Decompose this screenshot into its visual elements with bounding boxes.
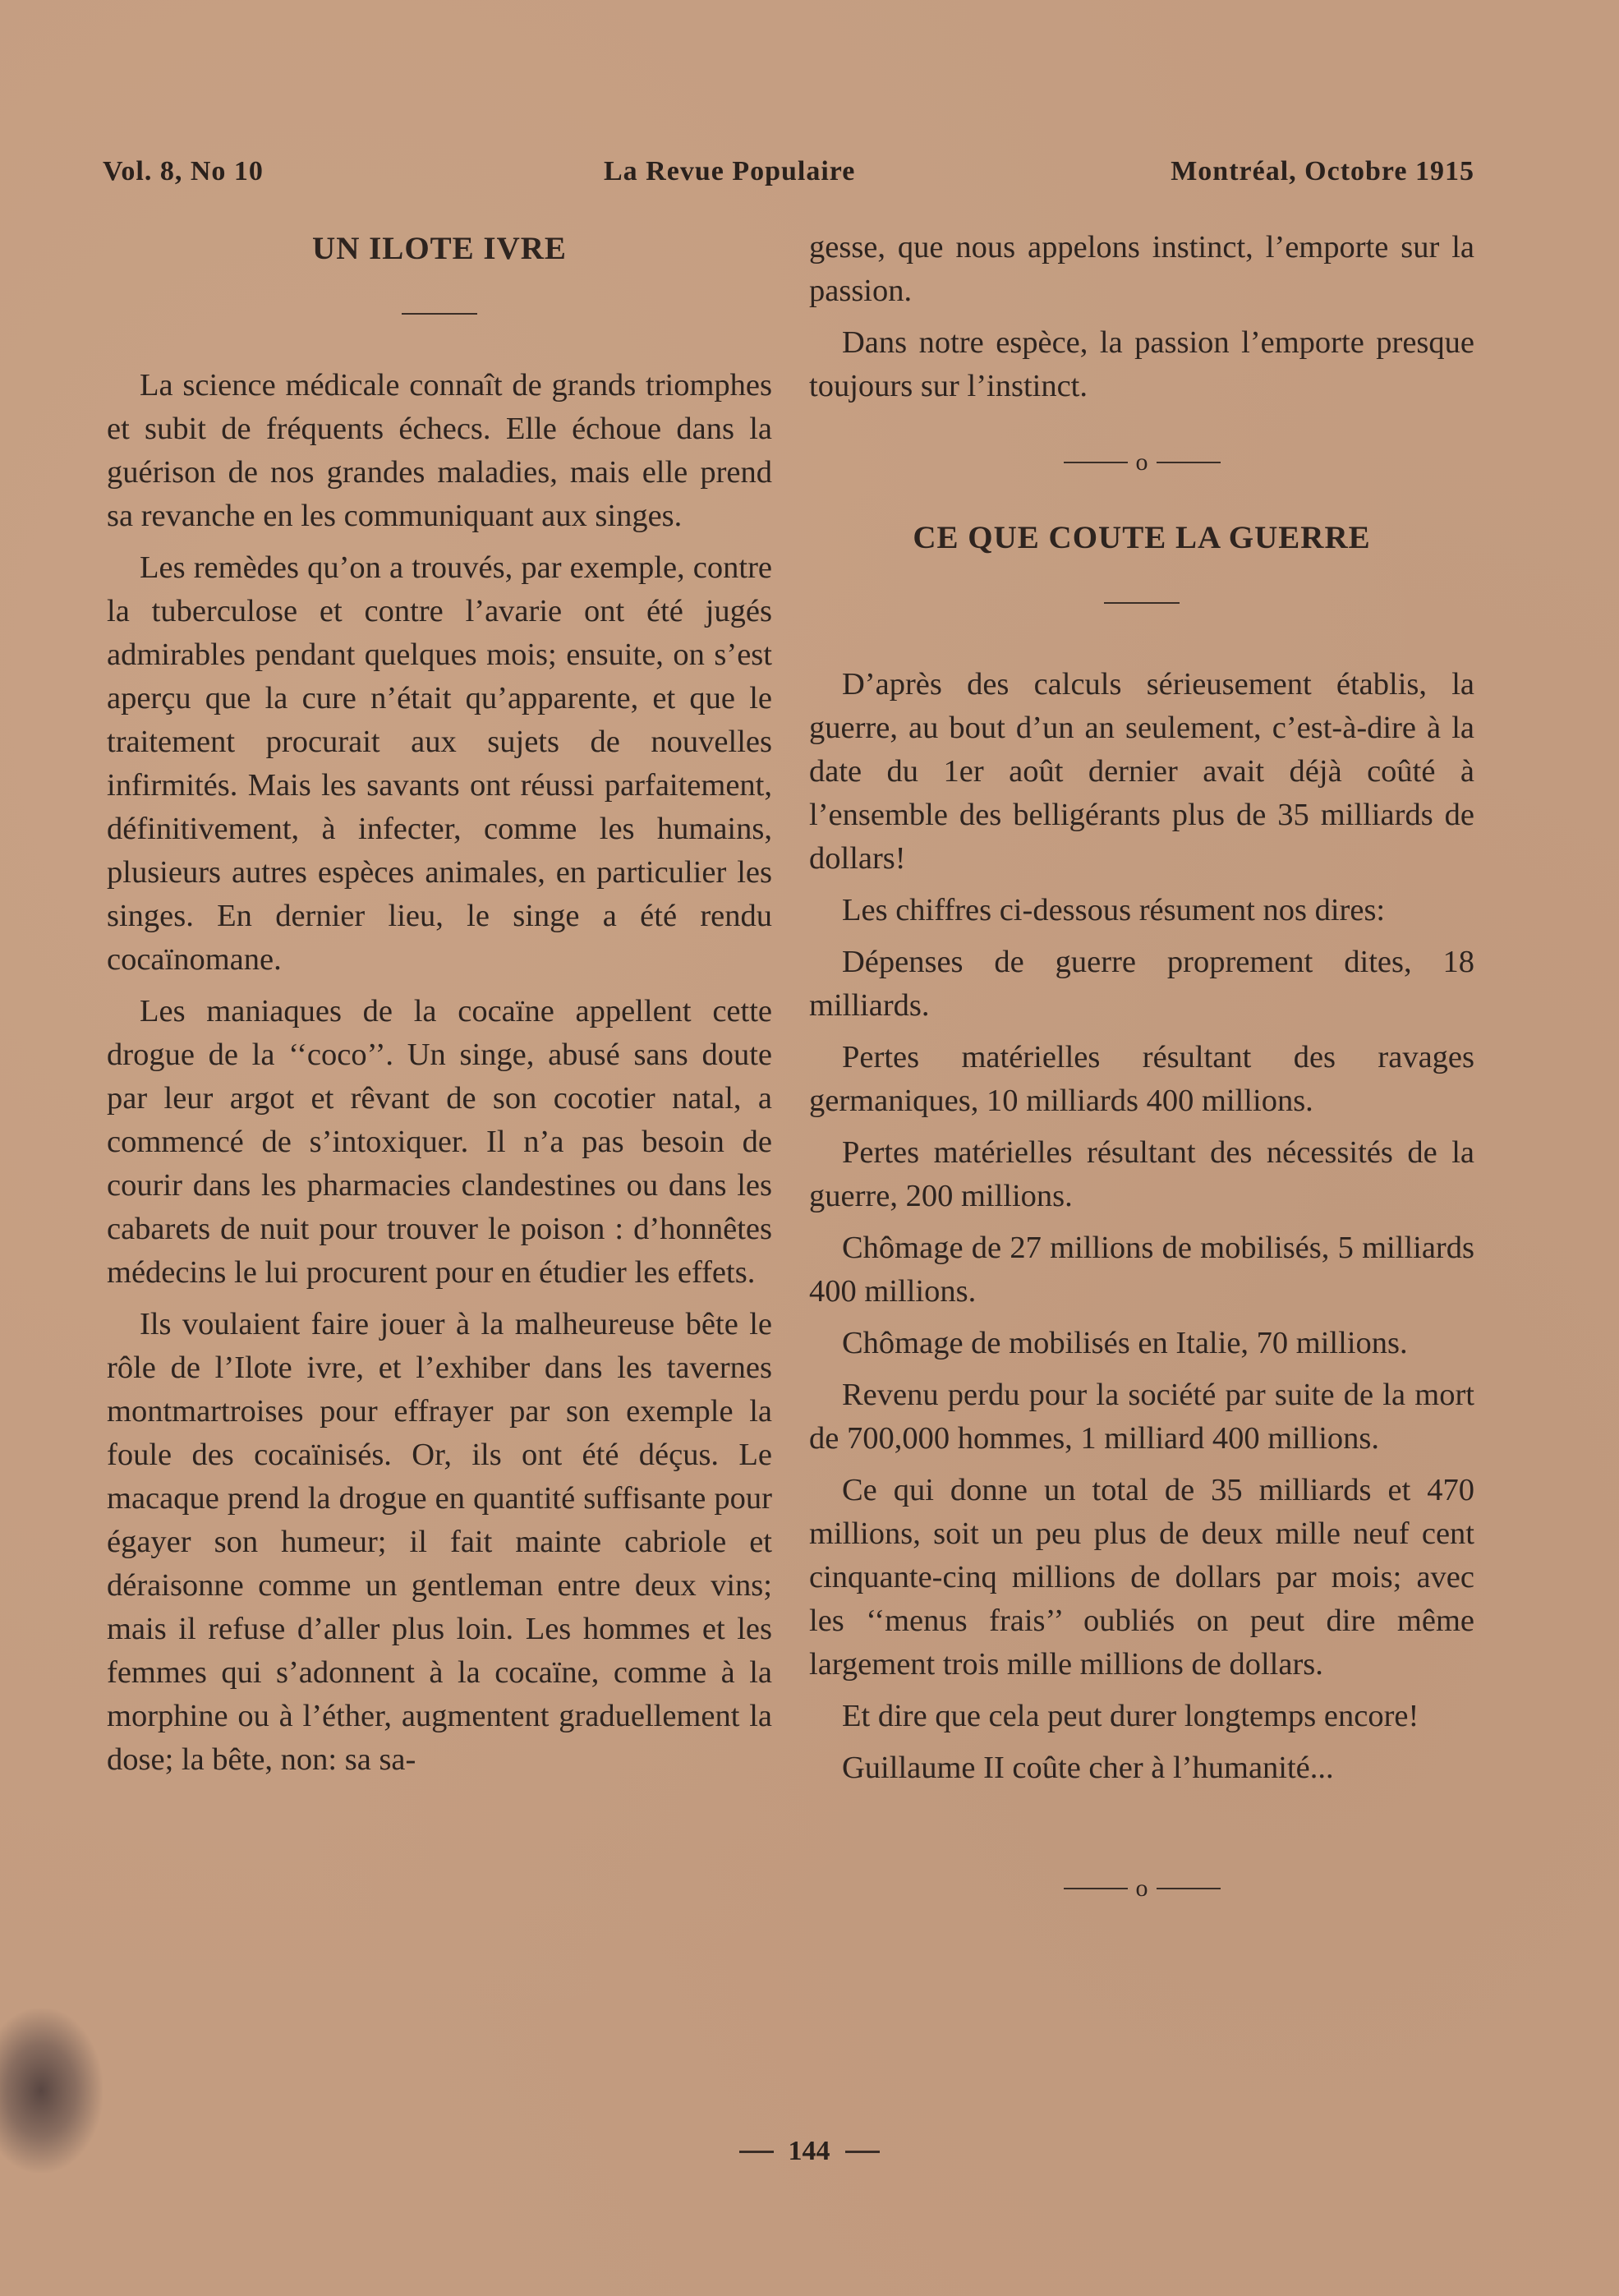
paragraph-continuation: gesse, que nous appelons instinct, l’emporte sur la passion. [809,230,1474,308]
page-number: 144 [702,2136,916,2167]
paragraph: Les remèdes qu’on a trouvés, par exemple, contre la tuberculose et contre l’avarie ont été jugés admirables pendant quelques mois; ensuite, on s’est aperçu que la cure n’était qu’apparente, et que le traitement procurait aux sujets de nouvelles infirmités. Mais les savants ont réussi parfaitement, définitivement, à infecter, comme les humains, plusieurs autres espèces animales, en particulier les singes. En dernier lieu, le singe a été rendu cocaïnomane. [107,550,772,977]
page-stain [0,2008,103,2173]
running-header [103,156,1474,197]
paragraph: D’après des calculs sérieusement établis, la guerre, au bout d’un an seulement, c’est-à-dire à la date du 1er août dernier avait déjà coûté à l’ensemble des belligérants plus de 35 milliards de dollars! [809,667,1474,876]
paragraph: Revenu perdu pour la société par suite de la mort de 700,000 hommes, 1 milliard 400 millions. [809,1378,1474,1456]
paragraph: Et dire que cela peut durer longtemps encore! [842,1699,1419,1733]
paragraph: Pertes matérielles résultant des nécessités de la guerre, 200 millions. [809,1135,1474,1213]
article-title-ilote: UN ILOTE IVRE [312,231,567,266]
header-place-date: Montréal, Octobre 1915 [1171,156,1474,186]
paragraph: Chômage de 27 millions de mobilisés, 5 milliards 400 millions. [809,1231,1474,1309]
paragraph: Pertes matérielles résultant des ravages germaniques, 10 milliards 400 millions. [809,1040,1474,1118]
paragraph: La science médicale connaît de grands triomphes et subit de fréquents échecs. Elle échoue dans la guérison de nos grandes maladies, mais elle prend sa revanche en les communiquant aux singes. [107,368,772,533]
paragraph: Chômage de mobilisés en Italie, 70 millions. [842,1326,1408,1360]
right-column [809,226,1474,1905]
section-separator: o [809,446,1474,479]
end-separator: o [809,1872,1474,1905]
paragraph: Dans notre espèce, la passion l’emporte presque toujours sur l’instinct. [809,325,1474,403]
paragraph: Ils voulaient faire jouer à la malheureuse bête le rôle de l’Ilote ivre, et l’exhiber dans les tavernes montmartroises pour effrayer par son exemple la foule des cocaïnisés. Or, ils ont été déçus. Le macaque prend la drogue en quantité suffisante pour égayer son humeur; il fait mainte cabriole et déraisonne comme un gentleman entre deux vins; mais il refuse d’aller plus loin. Les hommes et les femmes qui s’adonnent à la cocaïne, comme à la morphine ou à l’éther, augmentent graduellement la dose; la bête, non: sa sa- [107,1307,772,1777]
paragraph: Ce qui donne un total de 35 milliards et 470 millions, soit un peu plus de deux mille neuf cent cinquante-cinq millions de dollars par mois; avec les ‘‘menus frais’’ oubliés on peut dire même largement trois mille millions de dollars. [809,1473,1474,1682]
header-publication: La Revue Populaire [604,156,856,186]
header-volume: Vol. 8, No 10 [103,156,264,186]
paragraph: Les maniaques de la cocaïne appellent cette drogue de la ‘‘coco’’. Un singe, abusé sans doute par leur argot et rêvant de son cocotier natal, a commencé de s’intoxiquer. Il n’a pas besoin de courir dans les pharmacies clandestines ou dans les cabarets de nuit pour trouver le poison : d’honnêtes médecins le lui procurent pour en étudier les effets. [107,994,772,1290]
paragraph: Dépenses de guerre proprement dites, 18 milliards. [809,945,1474,1023]
paragraph: Guillaume II coûte cher à l’humanité... [842,1751,1334,1785]
article-title-guerre: CE QUE COUTE LA GUERRE [913,520,1371,555]
left-column [107,226,772,1790]
paragraph: Les chiffres ci-dessous résument nos dires: [842,893,1386,927]
